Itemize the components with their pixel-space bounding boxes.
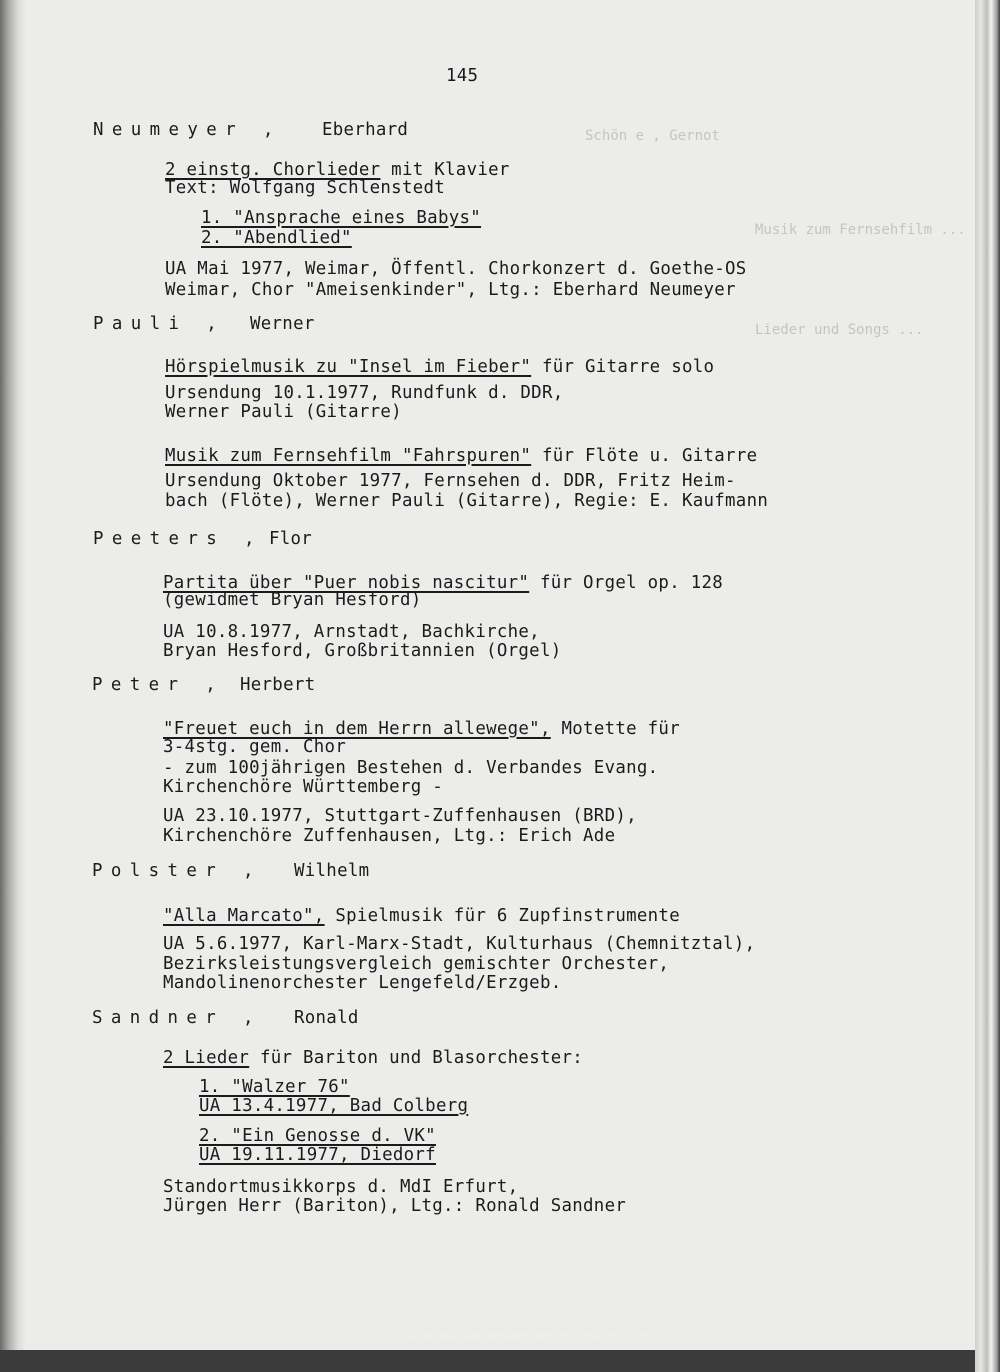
dedication: (gewidmet Bryan Hesford) xyxy=(163,590,422,610)
composer-surname: Pauli , xyxy=(93,314,226,334)
work-description: - zum 100jährigen Bestehen d. Verbandes Evang. xyxy=(163,758,659,778)
composer-firstname: Wilhelm xyxy=(294,861,370,881)
composer-surname: Polster , xyxy=(92,861,262,881)
work-title: "Freuet euch in dem Herrn allewege", xyxy=(163,719,551,739)
performance-info: Ursendung Oktober 1977, Fernsehen d. DDR, Fritz Heim- xyxy=(165,471,736,491)
work-title-line xyxy=(163,1050,583,1067)
composer-firstname: Eberhard xyxy=(322,120,409,140)
binding-shadow xyxy=(0,0,26,1350)
text-credit: Text: Wolfgang Schlenstedt xyxy=(165,178,446,198)
performance-info: Bryan Hesford, Großbritannien (Orgel) xyxy=(163,641,562,661)
performance-info: Mandolinenorchester Lengefeld/Erzgeb. xyxy=(163,973,562,993)
work-title-line xyxy=(165,162,510,179)
work-instrumentation: für Orgel op. 128 xyxy=(529,573,724,593)
composer-surname: Neumeyer , xyxy=(93,120,282,140)
composer-surname: Sandner , xyxy=(92,1008,262,1028)
work-title: "Alla Marcato", xyxy=(163,906,325,926)
work-instrumentation: für Bariton und Blasorchester: xyxy=(249,1048,584,1068)
work-instrumentation: Motette für xyxy=(550,719,680,739)
work-title: 2 einstg. Chorlieder xyxy=(165,160,381,180)
composer-firstname: Werner xyxy=(250,314,315,334)
work-title: 2 Lieder xyxy=(163,1048,250,1068)
work-description: 3-4stg. gem. Chor xyxy=(163,737,347,757)
song-title: 1. "Ansprache eines Babys" xyxy=(201,208,482,228)
work-title-line xyxy=(165,359,714,376)
composer-surname: Peter , xyxy=(92,675,225,695)
song-title: 1. "Walzer 76" xyxy=(199,1077,350,1097)
performance-info: Werner Pauli (Gitarre) xyxy=(165,402,402,422)
song-performance: UA 13.4.1977, Bad Colberg xyxy=(199,1096,469,1116)
performance-info: Kirchenchöre Zuffenhausen, Ltg.: Erich Ade xyxy=(163,826,616,846)
performance-info: UA 10.8.1977, Arnstadt, Bachkirche, xyxy=(163,622,540,642)
performance-info: Ursendung 10.1.1977, Rundfunk d. DDR, xyxy=(165,383,564,403)
work-title-line xyxy=(163,908,680,925)
performance-info: bach (Flöte), Werner Pauli (Gitarre), Regie: E. Kaufmann xyxy=(165,491,769,511)
bleed-through-text: Lieder und Songs ... xyxy=(755,322,924,338)
scan-border xyxy=(0,1350,975,1372)
work-title: Partita über "Puer nobis nascitur" xyxy=(163,573,530,593)
performance-info: Jürgen Herr (Bariton), Ltg.: Ronald Sandner xyxy=(163,1196,627,1216)
work-title-line xyxy=(163,721,680,738)
composer-surname: Peeters , xyxy=(93,529,263,549)
work-instrumentation: mit Klavier xyxy=(380,160,510,180)
song-title: 2. "Abendlied" xyxy=(201,228,352,248)
work-title-line xyxy=(165,448,757,465)
work-instrumentation: für Gitarre solo xyxy=(531,357,715,377)
work-title: Musik zum Fernsehfilm "Fahrspuren" xyxy=(165,446,532,466)
source-url: http://digital.slub-dresden.de/ppn30580165Z/155 xyxy=(395,1331,653,1342)
composer-firstname: Herbert xyxy=(240,675,316,695)
page-edge xyxy=(975,0,1000,1372)
performance-info: Standortmusikkorps d. MdI Erfurt, xyxy=(163,1177,519,1197)
performance-info: Bezirksleistungsvergleich gemischter Orchester, xyxy=(163,954,670,974)
page-number: 145 xyxy=(446,66,479,86)
performance-info: UA 23.10.1977, Stuttgart-Zuffenhausen (BRD), xyxy=(163,806,637,826)
work-instrumentation: Spielmusik für 6 Zupfinstrumente xyxy=(324,906,680,926)
song-title: 2. "Ein Genosse d. VK" xyxy=(199,1126,436,1146)
performance-info: UA 5.6.1977, Karl-Marx-Stadt, Kulturhaus (Chemnitztal), xyxy=(163,934,756,954)
work-instrumentation: für Flöte u. Gitarre xyxy=(531,446,758,466)
song-performance: UA 19.11.1977, Diedorf xyxy=(199,1145,436,1165)
performance-info: Weimar, Chor "Ameisenkinder", Ltg.: Eberhard Neumeyer xyxy=(165,280,736,300)
performance-info: UA Mai 1977, Weimar, Öffentl. Chorkonzert d. Goethe-OS xyxy=(165,259,747,279)
composer-firstname: Flor xyxy=(269,529,313,549)
work-title: Hörspielmusik zu "Insel im Fieber" xyxy=(165,357,532,377)
bleed-through-text: Schön e , Gernot xyxy=(585,128,720,144)
work-description: Kirchenchöre Württemberg - xyxy=(163,777,444,797)
composer-firstname: Ronald xyxy=(294,1008,359,1028)
bleed-through-text: Musik zum Fernsehfilm ... xyxy=(755,222,966,238)
